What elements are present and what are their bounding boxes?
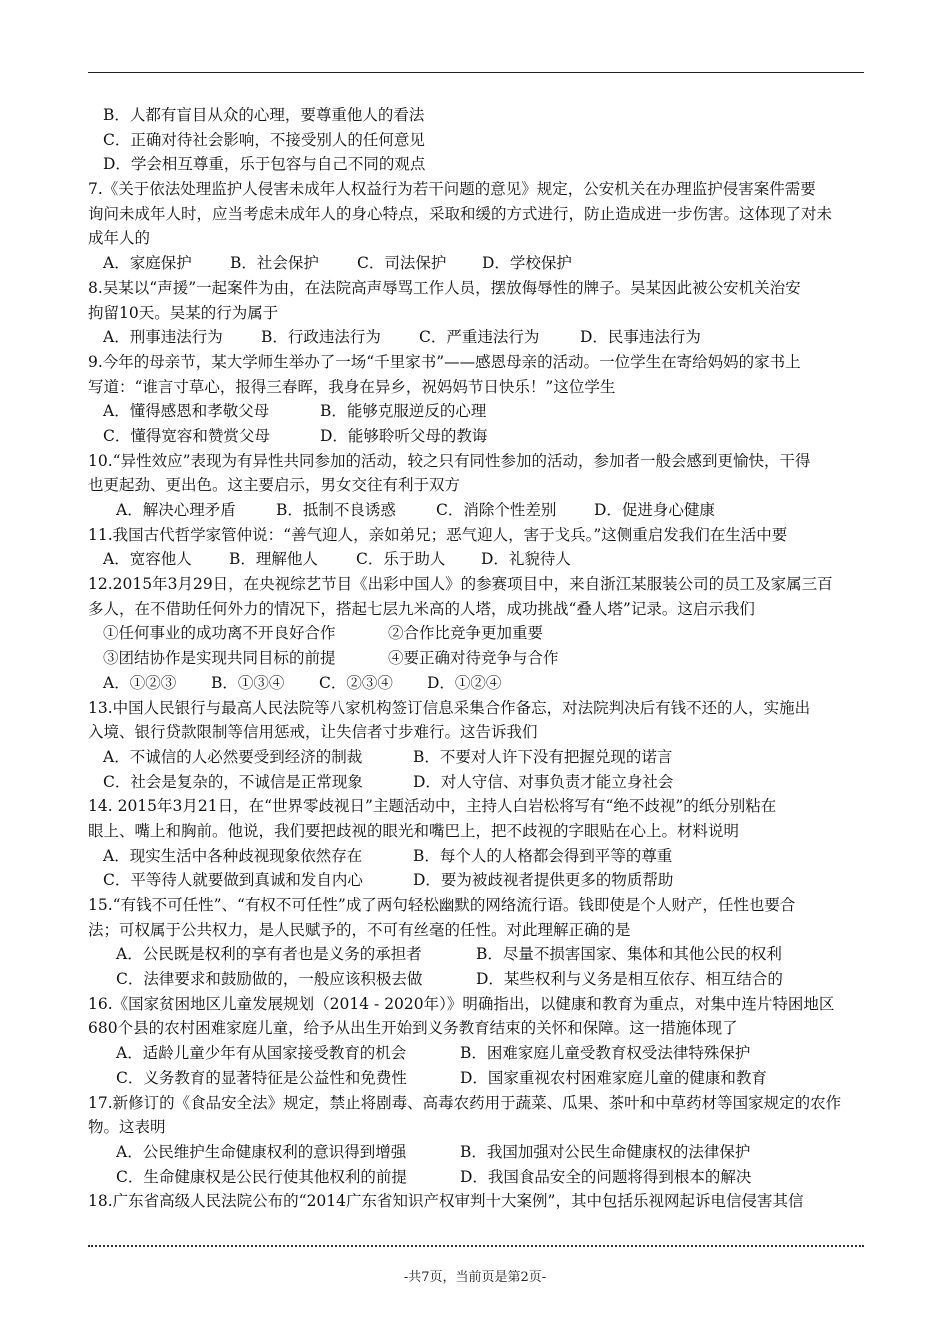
option-row [88,1165,864,1190]
text-line [88,473,864,498]
option-row [88,498,864,523]
answer-option: C．平等待人就要做到真诚和发自内心 [103,871,363,890]
option-row [88,671,864,696]
line-text: 法；可权属于公共权力，是人民赋予的，不可有丝毫的任性。对此理解正确的是 [88,920,631,939]
text-line [88,572,864,597]
answer-option: C．生命健康权是公民行使其他权利的前提 [116,1167,407,1186]
answer-option: C．乐于助人 [356,550,446,569]
option-row [88,745,864,770]
answer-option: C．法律要求和鼓励做的，一般应该积极去做 [116,970,423,989]
line-text: 写道：“谁言寸草心，报得三春晖，我身在异乡，祝妈妈节日快乐！”这位学生 [88,377,616,396]
line-text: B．人都有盲目从众的心理，要尊重他人的看法 [103,106,425,124]
answer-option: A．公民既是权利的享有者也是义务的承担者 [116,945,422,964]
answer-option: A．不诚信的人必然要受到经济的制裁 [103,747,363,766]
line-text: 10.“异性效应”表现为有异性共同参加的活动，较之只有同性参加的活动，参加者一般会感到更愉快，干得 [88,451,811,470]
option-row [88,967,864,992]
option-row [88,399,864,424]
text-line [88,523,864,548]
text-line [88,794,864,819]
text-line [88,301,864,326]
answer-option: D．①②④ [427,673,502,692]
text-line [88,375,864,400]
text-line [88,350,864,375]
option-row [88,770,864,795]
header-rule [88,72,864,73]
option-row [88,844,864,869]
text-line [88,696,864,721]
line-text: 询问未成年人时，应当考虑未成年人的身心特点，采取和缓的方式进行，防止造成进一步伤害。这体现了对未 [88,204,833,223]
answer-option: ②合作比竞争更加重要 [388,624,544,643]
answer-option: B．不要对人许下没有把握兑现的诺言 [413,747,673,766]
answer-option: D．民事违法行为 [580,328,701,347]
line-text: 9.今年的母亲节，某大学师生举办了一场“千里家书”——感恩母亲的活动。一位学生在寄给妈妈的家书上 [88,352,801,371]
text-line [88,1091,864,1116]
answer-option: C．懂得宽容和赞赏父母 [103,426,270,445]
answer-option: B．行政违法行为 [261,328,381,347]
line-text: 眼上、嘴上和胸前。他说，我们要把歧视的眼光和嘴巴上，把不歧视的字眼贴在心上。材料说明 [88,821,740,840]
answer-option: D．促进身心健康 [594,501,715,519]
answer-option: ③团结协作是实现共同目标的前提 [103,649,336,668]
line-text: 物。这表明 [88,1118,166,1137]
answer-option: D．对人守信、对事负责才能立身社会 [413,772,674,791]
answer-option: C．严重违法行为 [419,328,540,347]
answer-option: B．我国加强对公民生命健康权的法律保护 [460,1142,751,1161]
option-row [88,868,864,893]
answer-option: A．刑事违法行为 [103,328,223,347]
answer-option: ①任何事业的成功离不开良好合作 [103,624,336,643]
option-row [88,1041,864,1066]
answer-option: D．某些权利与义务是相互依存、相互结合的 [476,970,783,989]
answer-option: B．抵制不良诱惑 [276,501,396,519]
line-text: 14. 2015年3月21日，在“世界零歧视日”主题活动中，主持人白岩松将写有“绝不歧视”的纸分别粘在 [88,797,777,816]
answer-option: C．义务教育的显著特征是公益性和免费性 [116,1068,407,1087]
answer-option: A．①②③ [103,673,177,692]
line-text: 18.广东省高级人民法院公布的“2014广东省知识产权审判十大案例”，其中包括乐视网起诉电信侵害其信 [88,1192,804,1211]
answer-option: D．要为被歧视者提供更多的物质帮助 [413,871,674,890]
line-text: 12.2015年3月29日，在央视综艺节目《出彩中国人》的参赛项目中，来自浙江某服装公司的员工及家属三百 [88,575,833,594]
option-row [88,325,864,350]
text-line [88,226,864,251]
answer-option: B．困难家庭儿童受教育权受法律特殊保护 [460,1044,751,1063]
text-line [88,177,864,202]
answer-option: A．宽容他人 [103,550,192,569]
answer-option: D．我国食品安全的问题将得到根本的解决 [460,1167,752,1186]
footer-dotted-rule [88,1245,864,1247]
answer-option: C．消除个性差别 [436,501,557,519]
option-row [88,1066,864,1091]
answer-option: B．能够克服逆反的心理 [320,402,487,421]
answer-option: A．现实生活中各种歧视现象依然存在 [103,846,363,865]
text-line [88,276,864,301]
answer-option: A．家庭保护 [103,254,192,273]
option-row [88,942,864,967]
text-line [88,720,864,745]
option-row [88,646,864,671]
answer-option: C．社会是复杂的，不诚信是正常现象 [103,772,363,791]
page-footer: -共7页，当前页是第2页- [403,1270,547,1285]
answer-option: D．能够聆听父母的教诲 [320,426,488,445]
line-text: 8.吴某以“声援”一起案件为由，在法院高声辱骂工作人员，摆放侮辱性的牌子。吴某因此被公安机关治安 [88,278,801,297]
line-text: 11.我国古代哲学家管仲说：“善气迎人，亲如弟兄；恶气迎人，害于戈兵。”这侧重启发我们在生活中要 [88,525,788,544]
line-text: 16.《国家贫困地区儿童发展规划（2014 - 2020年）》明确指出，以健康和教育为重点，对集中连片特困地区 [88,994,835,1013]
option-row [88,1140,864,1165]
answer-option: D．礼貌待人 [481,550,571,569]
text-line [88,449,864,474]
line-text: 多人，在不借助任何外力的情况下，搭起七层九米高的人塔，成功挑战“叠人塔”记录。这启示我们 [88,599,755,618]
line-text: 入境、银行贷款限制等信用惩戒，让失信者寸步难行。这告诉我们 [88,723,538,742]
text-line [88,893,864,918]
line-text: 13.中国人民银行与最高人民法院等八家机构签订信息采集合作备忘，对法院判决后有钱不还的人，实施出 [88,698,811,717]
line-text: 成年人的 [88,229,151,248]
line-text: 15.“有钱不可任性”、“有权不可任性”成了两句轻松幽默的网络流行语。钱即使是个人财产，任性也要合 [88,896,796,914]
answer-option: D．学校保护 [482,254,572,273]
line-text: D．学会相互尊重，乐于包容与自己不同的观点 [103,155,426,174]
answer-option: B．①③④ [211,673,285,692]
text-line [88,1189,864,1214]
option-row [88,424,864,449]
line-text: 7.《关于依法处理监护人侵害未成年人权益行为若干问题的意见》规定，公安机关在办理监护侵害案件需要 [88,180,816,199]
text-line [88,202,864,227]
line-text: 拘留10天。吴某的行为属于 [88,303,279,322]
answer-option: B．每个人的人格都会得到平等的尊重 [413,846,673,865]
line-text: 也更起劲、更出色。这主要启示，男女交往有利于双方 [88,476,461,495]
answer-option: C．②③④ [319,673,393,692]
text-line [88,918,864,943]
answer-option: C．司法保护 [357,254,447,273]
line-text: 680个县的农村困难家庭儿童，给予从出生开始到义务教育结束的关怀和保障。这一措施体现了 [88,1019,738,1038]
option-row [88,251,864,276]
text-line [88,103,864,128]
text-line [88,128,864,153]
answer-option: A．解决心理矛盾 [116,501,236,519]
answer-option: B．社会保护 [230,254,319,273]
answer-option: B．理解他人 [229,550,318,569]
line-text: C．正确对待社会影响，不接受别人的任何意见 [103,130,425,149]
text-line [88,1115,864,1140]
answer-option: A．懂得感恩和孝敬父母 [103,402,270,421]
option-row [88,621,864,646]
line-text: 17.新修订的《食品安全法》规定，禁止将剧毒、高毒农药用于蔬菜、瓜果、茶叶和中草药材等国家规定的农作 [88,1093,842,1112]
answer-option: A．适龄儿童少年有从国家接受教育的机会 [116,1044,407,1063]
text-line [88,819,864,844]
exam-text-body [88,103,864,1214]
answer-option: A．公民维护生命健康权利的意识得到增强 [116,1142,407,1161]
text-line [88,992,864,1017]
answer-option: B．尽量不损害国家、集体和其他公民的权利 [476,945,782,964]
text-line [88,597,864,622]
answer-option: D．国家重视农村困难家庭儿童的健康和教育 [460,1068,767,1087]
text-line [88,152,864,177]
option-row [88,547,864,572]
text-line [88,1016,864,1041]
answer-option: ④要正确对待竞争与合作 [388,649,559,668]
